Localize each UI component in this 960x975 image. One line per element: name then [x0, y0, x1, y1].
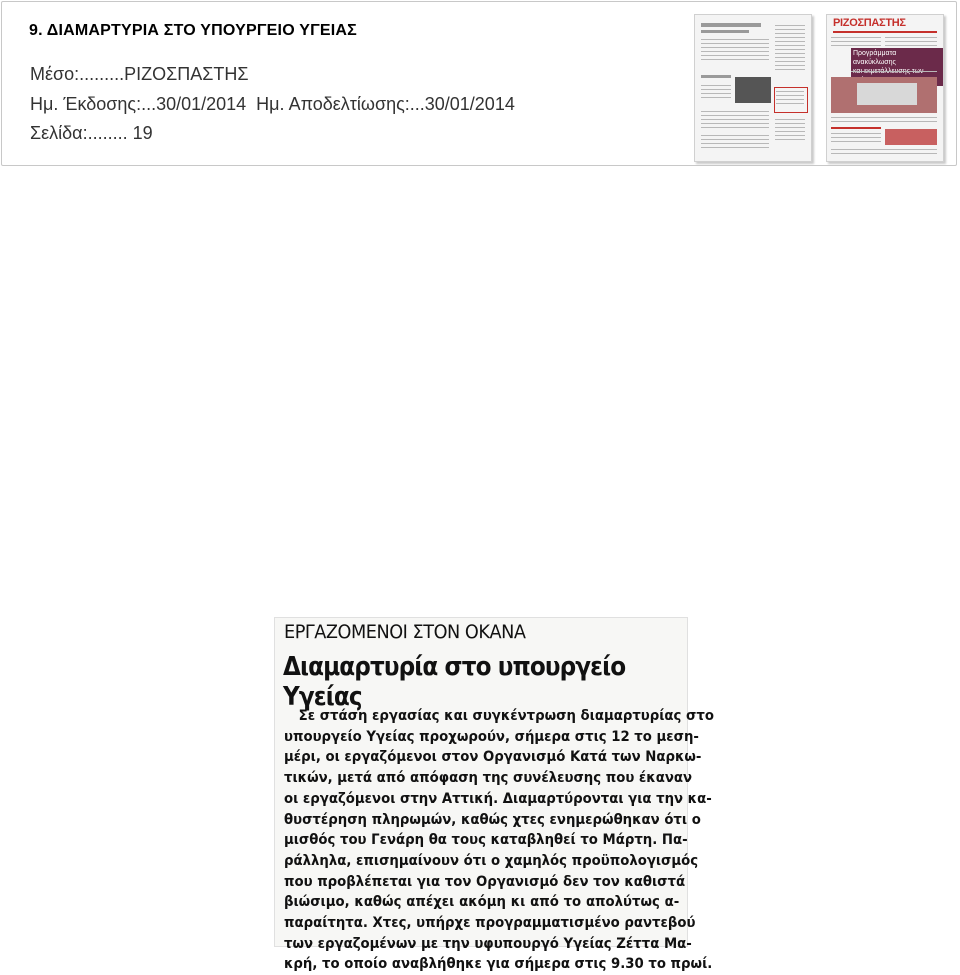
front-page-headline-line: Προγράμματα ανακύκλωσης [853, 50, 897, 66]
article-line: βιώσιμο, καθώς απέχει ακόμη κι από το απολύτως α- [284, 894, 680, 911]
page-line: Σελίδα:........ 19 [30, 123, 153, 143]
inner-page-thumbnail[interactable] [694, 14, 812, 162]
front-page-photo-inner [857, 83, 917, 105]
article-line: υπουργείο Υγείας προχωρούν, σήμερα στις 12 το μεση- [284, 728, 699, 745]
clipping-article [284, 706, 714, 975]
clipping-kicker: ΕΡΓΑΖΟΜΕΝΟΙ ΣΤΟΝ ΟΚΑΝΑ [284, 621, 526, 643]
dates-line: Ημ. Έκδοσης:...30/01/2014 Ημ. Αποδελτίωσης:...30/01/2014 [30, 94, 515, 114]
thumb-headline-bar [701, 23, 761, 27]
clipping-headline: Διαμαρτυρία στο υπουργείο Υγείας [283, 652, 626, 712]
article-line: οι εργαζόμενοι στην Αττική. Διαμαρτύρονται για την κα- [284, 790, 712, 807]
newspaper-clipping [274, 617, 714, 973]
article-line: μισθός του Γενάρη θα τους καταβληθεί το Μάρτη. Πα- [284, 832, 688, 849]
masthead-rule [833, 31, 937, 33]
record-title: 9. ΔΙΑΜΑΡΤΥΡΙΑ ΣΤΟ ΥΠΟΥΡΓΕΙΟ ΥΓΕΙΑΣ [29, 22, 357, 39]
article-line: των εργαζομένων με την υφυπουργό Υγείας Ζέττα Μα- [284, 935, 692, 952]
front-page-thumbnail[interactable] [826, 14, 944, 162]
thumb-headline-bar [701, 30, 749, 33]
article-line: ράλληλα, επισημαίνουν ότι ο χαμηλός προϋπολογισμός [284, 852, 699, 869]
front-page-masthead: ΡΙΖΟΣΠΑΣΤΗΣ [833, 17, 906, 29]
article-line: τικών, μετά από απόφαση της συνέλευσης που έκαναν [284, 770, 693, 787]
article-line: θυστέρηση πληρωμών, καθώς χτες ενημερώθηκαν ότι ο [284, 811, 701, 828]
front-page-photo [885, 129, 937, 145]
article-line: παραίτητα. Χτες, υπήρχε προγραμματισμένο ραντεβού [284, 915, 696, 932]
record-header [1, 1, 957, 166]
article-line: κρή, το οποίο αναβλήθηκε για σήμερα στις 9.30 το πρωί. [284, 956, 713, 973]
article-line: που προβλέπεται για τον Οργανισμό δεν τον καθιστά [284, 873, 686, 890]
article-line: μέρι, οι εργαζόμενοι στον Οργανισμό Κατά των Ναρκω- [284, 749, 702, 766]
article-line: Σε στάση εργασίας και συγκέντρωση διαμαρτυρίας στο [298, 708, 714, 724]
media-line: Μέσο:.........ΡΙΖΟΣΠΑΣΤΗΣ [30, 64, 249, 84]
